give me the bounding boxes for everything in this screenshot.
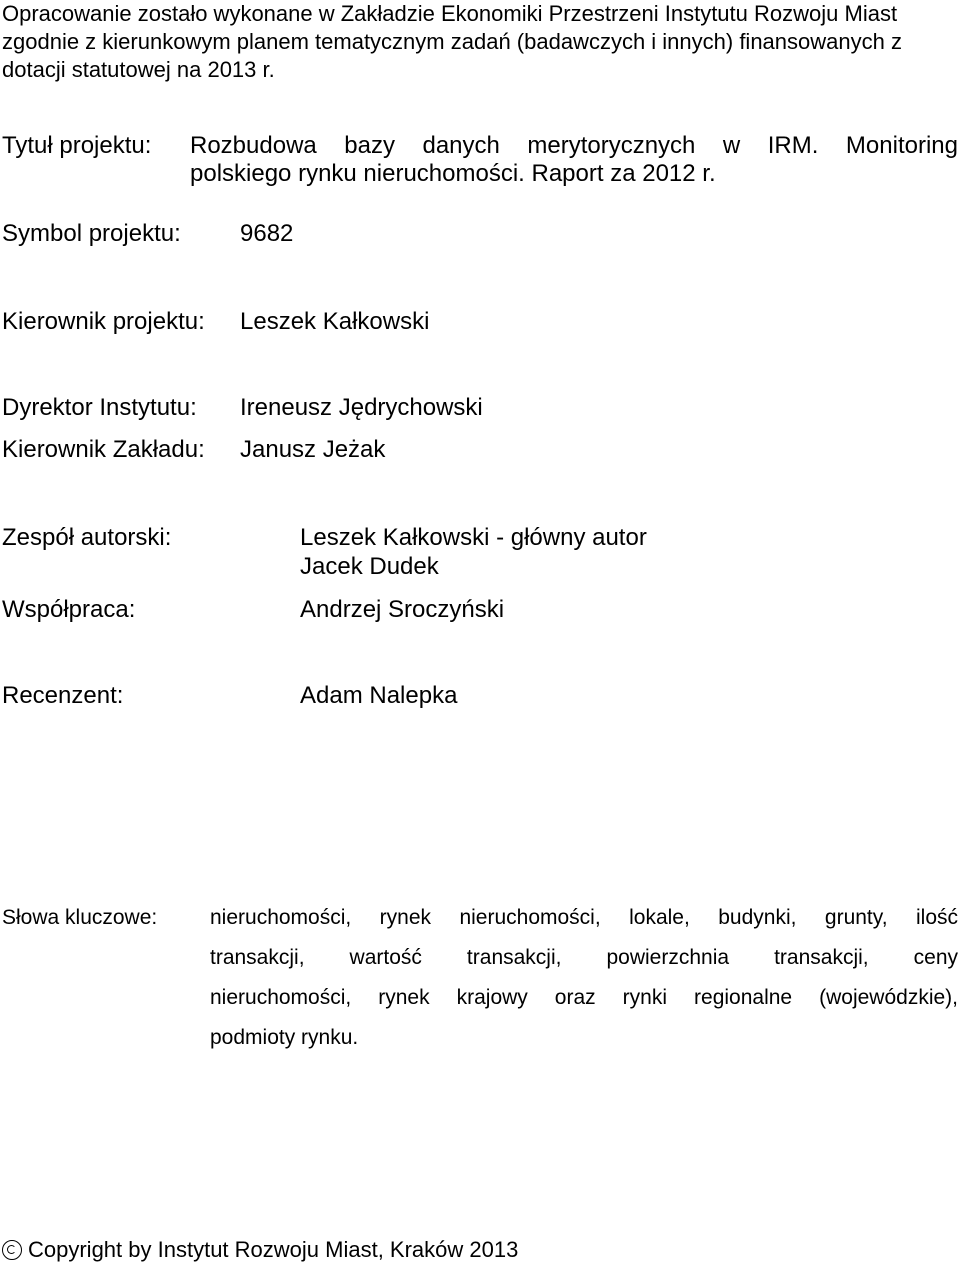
keywords-line: transakcji, wartość transakcji, powierzchnia transakcji, ceny bbox=[210, 946, 958, 969]
project-title-line: Rozbudowa bazy danych merytorycznych w IRM. Monitoring bbox=[190, 132, 958, 159]
project-title-value bbox=[190, 132, 958, 188]
copyright-footer bbox=[2, 1236, 518, 1264]
copyright-icon bbox=[2, 1240, 22, 1260]
keywords-line: nieruchomości, rynek nieruchomości, lokale, budynki, grunty, ilość bbox=[210, 906, 958, 929]
intro-line: dotacji statutowej na 2013 r. bbox=[2, 57, 275, 82]
department-head-value: Janusz Jeżak bbox=[240, 436, 386, 463]
authors-value: Leszek Kałkowski - główny autor bbox=[300, 524, 647, 551]
project-symbol-value: 9682 bbox=[240, 220, 294, 247]
project-manager-label: Kierownik projektu: bbox=[2, 308, 205, 335]
project-manager-value: Leszek Kałkowski bbox=[240, 308, 430, 335]
copyright-text: Copyright by Instytut Rozwoju Miast, Kraków 2013 bbox=[28, 1237, 519, 1262]
cooperation-value: Andrzej Sroczyński bbox=[300, 596, 505, 623]
department-head-label: Kierownik Zakładu: bbox=[2, 436, 205, 463]
institute-director-label: Dyrektor Instytutu: bbox=[2, 394, 197, 421]
authors-value: Jacek Dudek bbox=[300, 553, 439, 580]
authors-label: Zespół autorski: bbox=[2, 524, 172, 551]
project-title-line: polskiego rynku nieruchomości. Raport za 2012 r. bbox=[190, 160, 716, 187]
keywords-value bbox=[210, 898, 958, 1058]
project-symbol-label: Symbol projektu: bbox=[2, 220, 181, 247]
intro-line: zgodnie z kierunkowym planem tematycznym zadań (badawczych i innych) finansowanych z bbox=[2, 29, 902, 54]
project-title-label: Tytuł projektu: bbox=[2, 132, 152, 159]
keywords-line: nieruchomości, rynek krajowy oraz rynki regionalne (wojewódzkie), bbox=[210, 986, 958, 1009]
cooperation-label: Współpraca: bbox=[2, 596, 136, 623]
keywords-label: Słowa kluczowe: bbox=[2, 906, 158, 929]
intro-paragraph bbox=[2, 0, 958, 84]
institute-director-value: Ireneusz Jędrychowski bbox=[240, 394, 483, 421]
reviewer-value: Adam Nalepka bbox=[300, 682, 458, 709]
intro-line: Opracowanie zostało wykonane w Zakładzie Ekonomiki Przestrzeni Instytutu Rozwoju Miast bbox=[2, 1, 898, 26]
reviewer-label: Recenzent: bbox=[2, 682, 124, 709]
keywords-line: podmioty rynku. bbox=[210, 1026, 359, 1049]
